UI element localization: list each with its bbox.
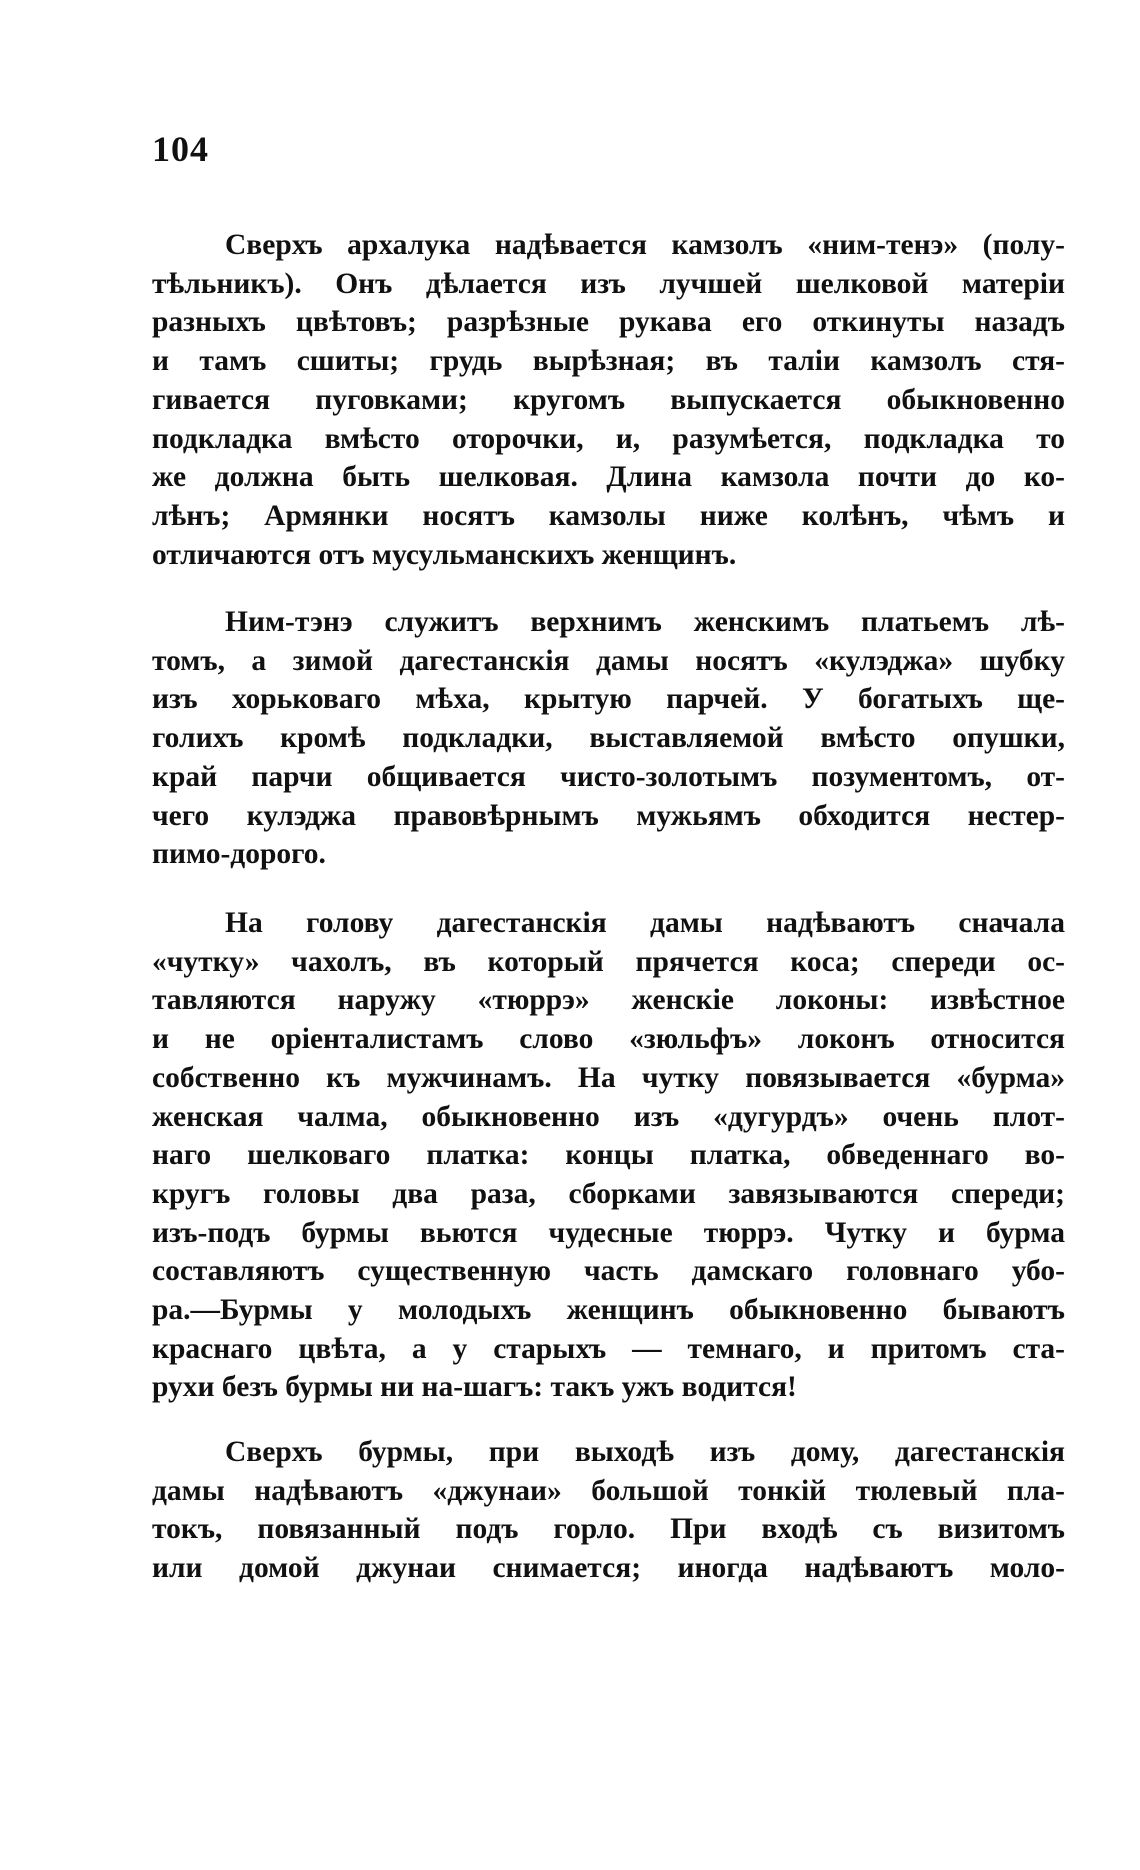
paragraph-2 bbox=[152, 603, 1065, 874]
text-line: наго шелковаго платка: концы платка, обведеннаго во- bbox=[152, 1139, 1065, 1172]
text-line: пимо-дорого. bbox=[152, 838, 326, 871]
text-line: На голову дагестанскія дамы надѣваютъ сначала bbox=[225, 907, 1065, 939]
text-line: край парчи общивается чисто-золотымъ позументомъ, от- bbox=[152, 760, 1065, 793]
paragraph-1 bbox=[152, 226, 1065, 574]
text-line: разныхъ цвѣтовъ; разрѣзные рукава его откинуты назадъ bbox=[152, 306, 1065, 339]
text-line: и не оріенталистамъ слово «зюльфъ» локонъ относится bbox=[152, 1023, 1065, 1056]
text-line: томъ, а зимой дагестанскія дамы носятъ «кулэджа» шубку bbox=[152, 644, 1065, 677]
text-line: гивается пуговками; кругомъ выпускается обыкновенно bbox=[152, 383, 1065, 416]
text-line: кругъ головы два раза, сборками завязываются спереди; bbox=[152, 1177, 1065, 1210]
text-line: тѣльникъ). Онъ дѣлается изъ лучшей шелковой матеріи bbox=[152, 267, 1065, 300]
text-line: «чутку» чахолъ, въ который прячется коса; спереди ос- bbox=[152, 945, 1065, 978]
text-line: или домой джунаи снимается; иногда надѣваютъ моло- bbox=[152, 1552, 1065, 1585]
text-line: токъ, повязанный подъ горло. При входѣ съ визитомъ bbox=[152, 1513, 1065, 1546]
text-line: женская чалма, обыкновенно изъ «дугурдъ» очень плот- bbox=[152, 1100, 1065, 1133]
text-line: подкладка вмѣсто оторочки, и, разумѣется, подкладка то bbox=[152, 422, 1065, 455]
text-line: рухи безъ бурмы ни на-шагъ: такъ ужъ водится! bbox=[152, 1371, 797, 1404]
text-line: лѣнъ; Армянки носятъ камзолы ниже колѣнъ, чѣмъ и bbox=[152, 499, 1065, 532]
text-line: Сверхъ архалука надѣвается камзолъ «ним-тенэ» (полу- bbox=[225, 229, 1065, 261]
paragraph-4 bbox=[152, 1433, 1065, 1588]
text-line: изъ хорьковаго мѣха, крытую парчей. У богатыхъ ще- bbox=[152, 683, 1065, 716]
text-line: составляютъ существенную часть дамскаго головнаго убо- bbox=[152, 1255, 1065, 1288]
text-line: отличаются отъ мусульманскихъ женщинъ. bbox=[152, 538, 737, 571]
page-number: 104 bbox=[152, 129, 209, 169]
text-line: Сверхъ бурмы, при выходѣ изъ дому, дагестанскія bbox=[225, 1436, 1065, 1468]
text-line: изъ-подъ бурмы вьются чудесные тюррэ. Чутку и бурма bbox=[152, 1216, 1065, 1249]
text-line: и тамъ сшиты; грудь вырѣзная; въ таліи камзолъ стя- bbox=[152, 345, 1065, 378]
text-line: дамы надѣваютъ «джунаи» большой тонкій тюлевый пла- bbox=[152, 1474, 1065, 1507]
text-line: чего кулэджа правовѣрнымъ мужьямъ обходится нестер- bbox=[152, 799, 1065, 832]
paragraph-3 bbox=[152, 904, 1065, 1407]
text-line: голихъ кромѣ подкладки, выставляемой вмѣсто опушки, bbox=[152, 722, 1065, 755]
text-line: ра.—Бурмы у молодыхъ женщинъ обыкновенно бываютъ bbox=[152, 1294, 1065, 1327]
text-line: тавляются наружу «тюррэ» женскіе локоны: извѣстное bbox=[152, 984, 1065, 1017]
text-line: Ним-тэнэ служитъ верхнимъ женскимъ платьемъ лѣ- bbox=[225, 606, 1065, 638]
text-line: краснаго цвѣта, а у старыхъ — темнаго, и притомъ ста- bbox=[152, 1332, 1065, 1365]
text-line: собственно къ мужчинамъ. На чутку повязывается «бурма» bbox=[152, 1061, 1065, 1094]
text-line: же должна быть шелковая. Длина камзола почти до ко- bbox=[152, 461, 1065, 494]
